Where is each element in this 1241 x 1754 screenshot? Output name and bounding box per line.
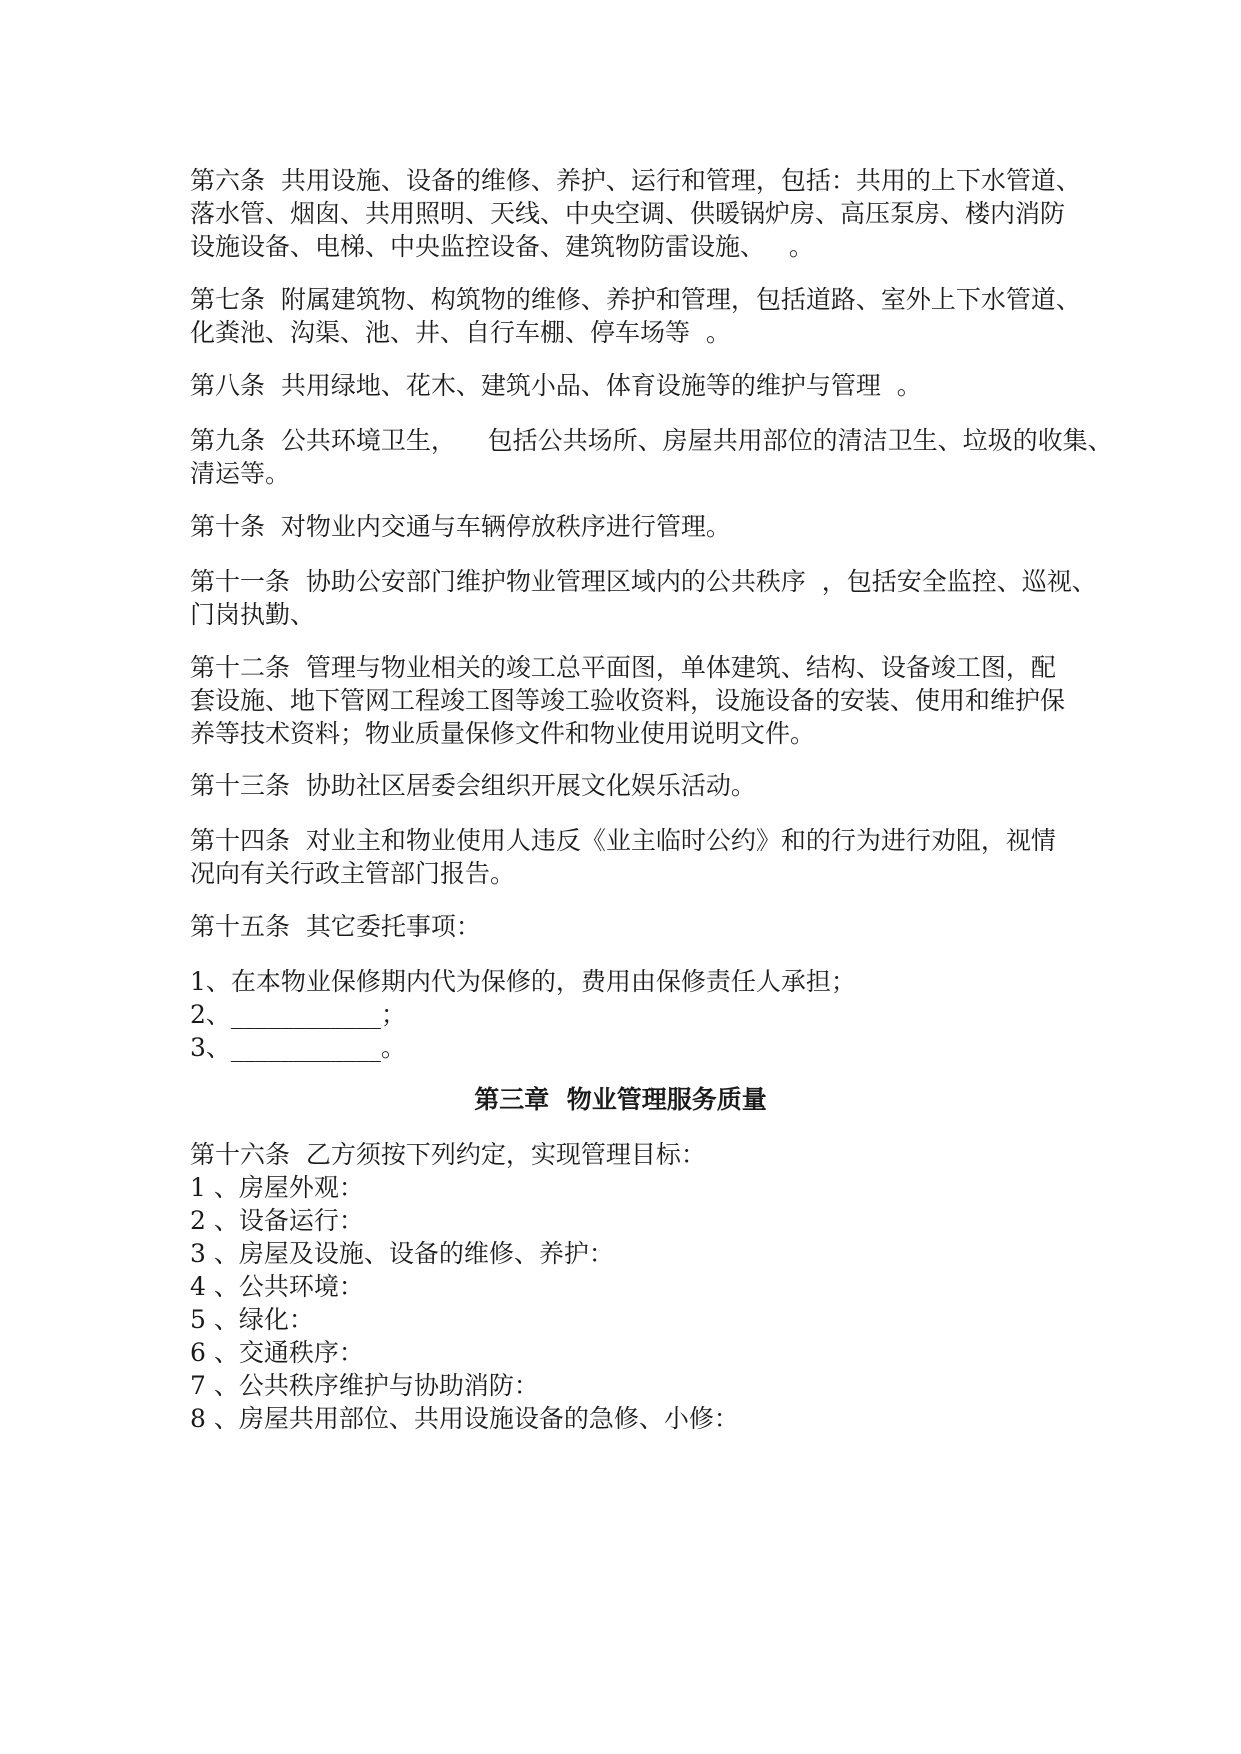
list-item: 7 、公共秩序维护与协助消防： <box>190 1371 539 1400</box>
article-7 <box>190 283 1081 349</box>
list-item: 8 、房屋共用部位、共用设施设备的急修、小修： <box>190 1404 739 1433</box>
list-item: 1、在本物业保修期内代为保修的，费用由保修责任人承担； <box>190 967 856 996</box>
list-item: 4 、公共环境： <box>190 1272 364 1301</box>
text-line: 设施设备、电梯、中央监控设备、建筑物防雷设施、 。 <box>190 232 814 261</box>
article-11 <box>190 565 1097 631</box>
chapter-3-title: 第三章 物业管理服务质量 <box>474 1085 767 1114</box>
list-item: 5 、绿化： <box>190 1305 314 1334</box>
text-line: 第十六条 乙方须按下列约定，实现管理目标： <box>190 1140 706 1169</box>
list-item: 6 、交通秩序： <box>190 1338 364 1367</box>
text-line: 第九条 公共环境卫生， 包括公共场所、房屋共用部位的清洁卫生、垃圾的收集、 <box>190 426 1113 455</box>
text-line: 第八条 共用绿地、花木、建筑小品、体育设施等的维护与管理 。 <box>190 371 922 400</box>
article-15 <box>190 910 1070 943</box>
text-line: 化粪池、沟渠、池、井、自行车棚、停车场等 。 <box>190 318 731 347</box>
text-line: 第十一条 协助公安部门维护物业管理区域内的公共秩序 ，包括安全监控、巡视、 <box>190 567 1097 596</box>
text-line: 第十五条 其它委托事项： <box>190 912 481 941</box>
text-line: 养等技术资料；物业质量保修文件和物业使用说明文件。 <box>190 719 816 748</box>
article-12 <box>190 651 1070 750</box>
list-item: 3 、房屋及设施、设备的维修、养护： <box>190 1239 614 1268</box>
article-14 <box>190 824 1070 890</box>
text-line: 门岗执勤、 <box>190 600 316 629</box>
article-8 <box>190 369 1070 402</box>
list-item: 1 、房屋外观： <box>190 1173 364 1202</box>
list-item: 3、____________。 <box>190 1033 406 1062</box>
text-line: 第十三条 协助社区居委会组织开展文化娱乐活动。 <box>190 771 756 800</box>
article-9 <box>190 424 1113 490</box>
text-line: 落水管、烟囱、共用照明、天线、中央空调、供暖锅炉房、高压泵房、楼内消防 <box>190 199 1066 228</box>
entrusted-items-list <box>190 965 1070 1064</box>
text-line: 套设施、地下管网工程竣工图等竣工验收资料，设施设备的安装、使用和维护保 <box>190 686 1066 715</box>
text-line: 第十四条 对业主和物业使用人违反《业主临时公约》和的行为进行劝阻，视情 <box>190 826 1056 855</box>
article-6 <box>190 164 1081 263</box>
text-line: 第六条 共用设施、设备的维修、养护、运行和管理，包括：共用的上下水管道、 <box>190 166 1081 195</box>
article-10 <box>190 510 1070 543</box>
article-16 <box>190 1138 1070 1435</box>
text-line: 第十二条 管理与物业相关的竣工总平面图，单体建筑、结构、设备竣工图，配 <box>190 653 1056 682</box>
text-line: 况向有关行政主管部门报告。 <box>190 859 516 888</box>
text-line: 第七条 附属建筑物、构筑物的维修、养护和管理，包括道路、室外上下水管道、 <box>190 285 1081 314</box>
list-item: 2 、设备运行： <box>190 1206 364 1235</box>
list-item: 2、____________； <box>190 1000 406 1029</box>
text-line: 清运等。 <box>190 459 291 488</box>
article-13 <box>190 769 1070 802</box>
text-line: 第十条 对物业内交通与车辆停放秩序进行管理。 <box>190 512 731 541</box>
